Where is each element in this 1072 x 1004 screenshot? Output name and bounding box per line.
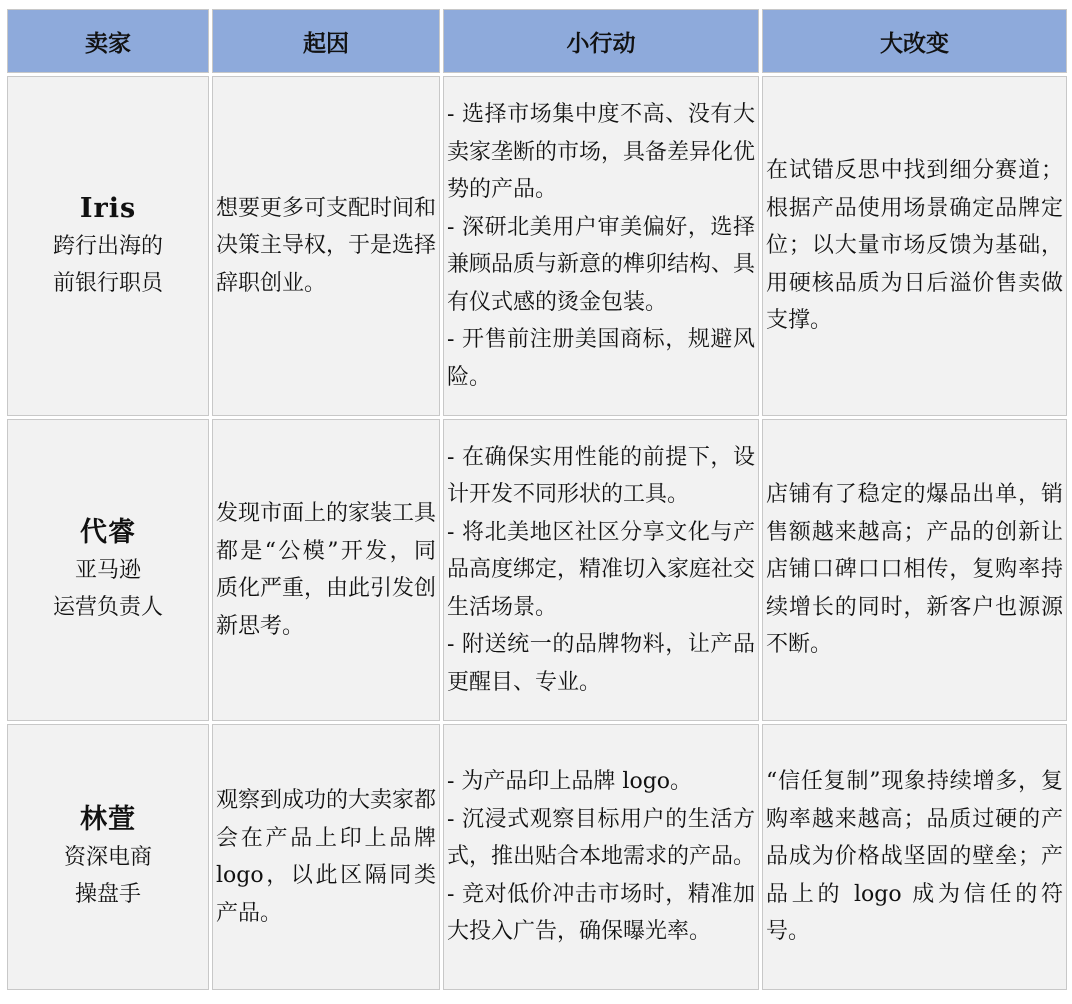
seller-cell	[7, 724, 209, 990]
cause-cell: 想要更多可支配时间和决策主导权，于是选择辞职创业。	[212, 76, 440, 416]
cause-cell: 发现市面上的家装工具都是“公模”开发，同质化严重，由此引发创新思考。	[212, 419, 440, 721]
header-cause: 起因	[212, 9, 440, 73]
seller-desc-line: 跨行出海的	[52, 234, 163, 259]
action-item: - 为产品印上品牌 logo。	[447, 769, 693, 795]
seller-comparison-table	[4, 6, 1070, 993]
table-header-row	[7, 9, 1067, 73]
action-item: - 附送统一的品牌物料，让产品更醒目、专业。	[447, 632, 755, 695]
action-item: - 沉浸式观察目标用户的生活方式，推出贴合本地需求的产品。	[447, 806, 756, 870]
seller-name: 林萱	[80, 804, 136, 835]
seller-name: Iris	[79, 193, 137, 224]
action-item: - 将北美地区社区分享文化与产品高度绑定，精准切入家庭社交生活场景。	[447, 519, 756, 620]
actions-cell	[443, 419, 759, 721]
header-big-change: 大改变	[762, 9, 1067, 73]
cause-cell: 观察到成功的大卖家都会在产品上印上品牌 logo，以此区隔同类产品。	[212, 724, 440, 990]
action-item: - 在确保实用性能的前提下，设计开发不同形状的工具。	[447, 444, 755, 508]
table-row	[7, 76, 1067, 416]
actions-cell	[443, 76, 759, 416]
actions-cell	[443, 724, 759, 990]
seller-desc-line: 操盘手	[74, 882, 141, 907]
action-item: - 深研北美用户审美偏好，选择兼顾品质与新意的榫卯结构、具有仪式感的烫金包装。	[447, 214, 756, 315]
header-seller: 卖家	[7, 9, 209, 73]
seller-desc-line: 运营负责人	[52, 595, 163, 620]
seller-desc-line: 前银行职员	[52, 271, 163, 296]
table-row	[7, 724, 1067, 990]
seller-comparison-table-container	[4, 6, 1068, 993]
header-small-action: 小行动	[443, 9, 759, 73]
seller-desc-line: 资深电商	[63, 845, 152, 870]
action-item: - 选择市场集中度不高、没有大卖家垄断的市场，具备差异化优势的产品。	[447, 102, 756, 202]
seller-desc-line: 亚马逊	[74, 558, 141, 583]
change-cell: 店铺有了稳定的爆品出单，销售额越来越高；产品的创新让店铺口碑口口相传，复购率持续增长的同时，新客户也源源不断。	[762, 419, 1067, 721]
table-row	[7, 419, 1067, 721]
action-item: - 竞对低价冲击市场时，精准加大投入广告，确保曝光率。	[447, 881, 755, 945]
seller-name: 代睿	[80, 517, 136, 548]
change-cell: 在试错反思中找到细分赛道；根据产品使用场景确定品牌定位；以大量市场反馈为基础，用硬核品质为日后溢价售卖做支撑。	[762, 76, 1067, 416]
action-item: - 开售前注册美国商标，规避风险。	[447, 327, 755, 390]
change-cell: “信任复制”现象持续增多，复购率越来越高；品质过硬的产品成为价格战坚固的壁垒；产品上的 logo 成为信任的符号。	[762, 724, 1067, 990]
seller-cell	[7, 76, 209, 416]
seller-cell	[7, 419, 209, 721]
